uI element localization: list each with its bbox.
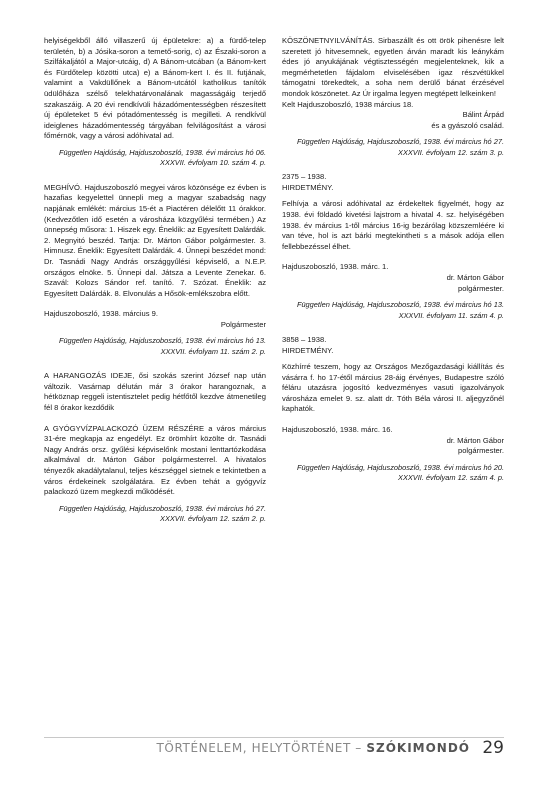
signature: Polgármester [220, 319, 266, 329]
source-citation: Független Hajdúság, Hajduszoboszló, 1938. évi március hó 27. XXXVII. évfolyam 12. szám 2. p. [58, 503, 266, 524]
article-text: helyiségekből álló villaszerű új épületekre: a) a fürdő-telep területén, b) a Jósika-soron a temető-sorig, c) az Északi-soron a Szilfákaljától a Major-utcáig, d) A Bánom-utcában (a Bánom-kert és Fürdőtelep közötti utca) e) a Bánom-kert I. és II. futjának, valamint a Vakdüllőnek a Bánom-utcától katholikus tanítók üdülőháza szélső telekhatárvonalának magasságáig terjedő szakaszáig. A 20 évi rendkívüli házadómentességben részesített új épületeket 5 évi pótadómentesség is megilleti. A rendkívül ideiglenes házadómentesség tárgyában felvilágosítást a városi főmérnök, vagy a városi adóhivatal ad. [44, 36, 266, 141]
source-citation: Független Hajdúság, Hajduszoboszló, 1938. évi március hó 27. XXXVII. évfolyam 12. szám 3. p. [296, 137, 504, 157]
article-text: Közhírré teszem, hogy az Országos Mezőgazdasági kiállítás és vásárra f. ho 17-étől március 28-áig érvényes, Budapestre szóló féláru utazásra jogosító kedvezményes vasuti igazolványok városháza emelet 9. sz. alatt dr. Tóth Béla városi II. aljegyzőnél kaphatók. [282, 362, 504, 414]
signature-title: polgármester. [457, 283, 504, 293]
notice-land-tax [282, 172, 504, 321]
page-body [44, 36, 506, 726]
article-bottling-plant [44, 424, 266, 525]
article-text: A HARANGOZÁS IDEJE, ősi szokás szerint József nap után változik. Vasárnap délután már 3 órakor harangoznak, a hétköznap reggeli istentisztelet pedig hétfőtől kezdve átmenetileg fél 8 órakor kezdődik [44, 371, 266, 413]
article-invitation [44, 183, 266, 358]
notice-number: 2375 – 1938. [282, 172, 327, 182]
source-citation: Független Hajdúság, Hajduszoboszló, 1938. évi március hó 13. XXXVII. évfolyam 11. szám 4. p. [296, 300, 504, 320]
signature-title: polgármester. [457, 446, 504, 456]
footer-brand: SZÓKIMONDÓ [366, 741, 470, 755]
source-citation: Független Hajdúság, Hajduszoboszló, 1938. évi március hó 06. XXXVII. évfolyam 10. szám 4. p. [58, 147, 266, 168]
place-date: Hajduszoboszló, 1938. márc. 1. [282, 262, 389, 272]
place-date: Kelt Hajduszoboszló, 1938 március 18. [282, 99, 414, 109]
place-date: Hajduszoboszló, 1938. márc. 16. [282, 425, 393, 435]
page-footer [44, 737, 504, 760]
notice-number: 3858 – 1938. [282, 334, 327, 344]
article-text: Felhívja a városi adóhivatal az érdekeltek figyelmét, hogy az 1938. évi földadó kivetési lajstrom a hivatal 4. sz. helyiségében 1938. év március 1-től március 16-ig bezárólag közszemléére ki van téve, hol is azt bárki megtekintheti s a mások adója ellen fellebbezéssel élhet. [282, 199, 504, 251]
article-bell-ringing [44, 371, 266, 423]
notice-travel-pass [282, 335, 504, 484]
left-column [44, 36, 266, 539]
signature-name: Bálint Árpád [462, 110, 504, 120]
footer-section-label [156, 741, 470, 755]
source-citation: Független Hajdúság, Hajduszoboszló, 1938. évi március hó 13. XXXVII. évfolyam 11. szám 2. p. [58, 336, 266, 356]
article-text: KÖSZÖNETNYILVÁNÍTÁS. Sirbaszállt és ott örök pihenésre lelt szeretett jó hitvesemnek, egyetlen árván maradt kis leánykám édes jó anyukájának végtisztességén megjelenteknek, kik a megmérhetetlen fájdalom elviselésében igaz részvétükkel támogatni törekedtek, a soha nem derülő bánat érzésével mondok köszönetet. Az Úr irgalma legyen megtépett lelkeinken! [282, 36, 504, 98]
notice-heading: HIRDETMÉNY. [282, 182, 334, 192]
place-date: Hajduszoboszló, 1938. március 9. [44, 309, 158, 319]
signature-family: és a gyászoló család. [431, 120, 504, 130]
signature-name: dr. Márton Gábor [446, 435, 504, 445]
right-column [282, 36, 504, 498]
article-text: MEGHÍVÓ. Hajduszoboszló megyei város közönsége ez évben is hazafias kegyelettel ünnepli meg a magyar szabadság nagy napjának emlékét: március 15-ét a Piactéren délelőtt 11 órakkor. (Kedvezőtlen idő esetén a városháza közgyűlési termében.) Az ünnepség műsora: 1. Hiszek egy. Éneklik: az Egyesített Dalárdák. 2. Megnyitó beszéd. Tartja: Dr. Márton Gábor polgármester. 3. Himnusz. Éneklik: Egyesített Dalárdák. 4. Ünnepi beszédet mond: Dr. Tasnádi Nagy András országgyűlési képviselő, a N.E.P. országos elnöke. 5. Ünnepi dal. Játsza a Levente Zenekar. 6. Szavál: Kolozs Sándor ref. tanító. 7. Szózat. Éneklik: az Egyesített Dalárdák. 8. Elvonulás a Hősök-emlékszobra előtt. [44, 182, 266, 298]
footer-section-text: TÖRTÉNELEM, HELYTÖRTÉNET – [156, 741, 362, 755]
notice-heading: HIRDETMÉNY. [282, 345, 334, 355]
signature-name: dr. Márton Gábor [446, 272, 504, 282]
article-text: A GYÓGYVÍZPALACKOZÓ ÜZEM RÉSZÉRE a város március 31-ére megkapja az engedélyt. Ez örömhírt közölte dr. Tasnádi Nagy András orsz. gyűlési képviselőnk mostani lenttartózkodása alkalmával dr. Márton Gábor polgármesterrel. A hivatalos tényezők akadálytalanul, teljes készséggel sietnek e tekintetben a város érdekeinek szolgálatára. Ez évben tehát a gyógyvíz palackozó üzem megkezdi működését. [44, 423, 266, 497]
source-citation: Független Hajdúság, Hajduszoboszló, 1938. évi március hó 20. XXXVII. évfolyam 12. szám 4. p. [296, 462, 504, 483]
article-thanks [282, 36, 504, 158]
article-building-tax [44, 36, 266, 169]
page-number: 29 [482, 738, 504, 758]
